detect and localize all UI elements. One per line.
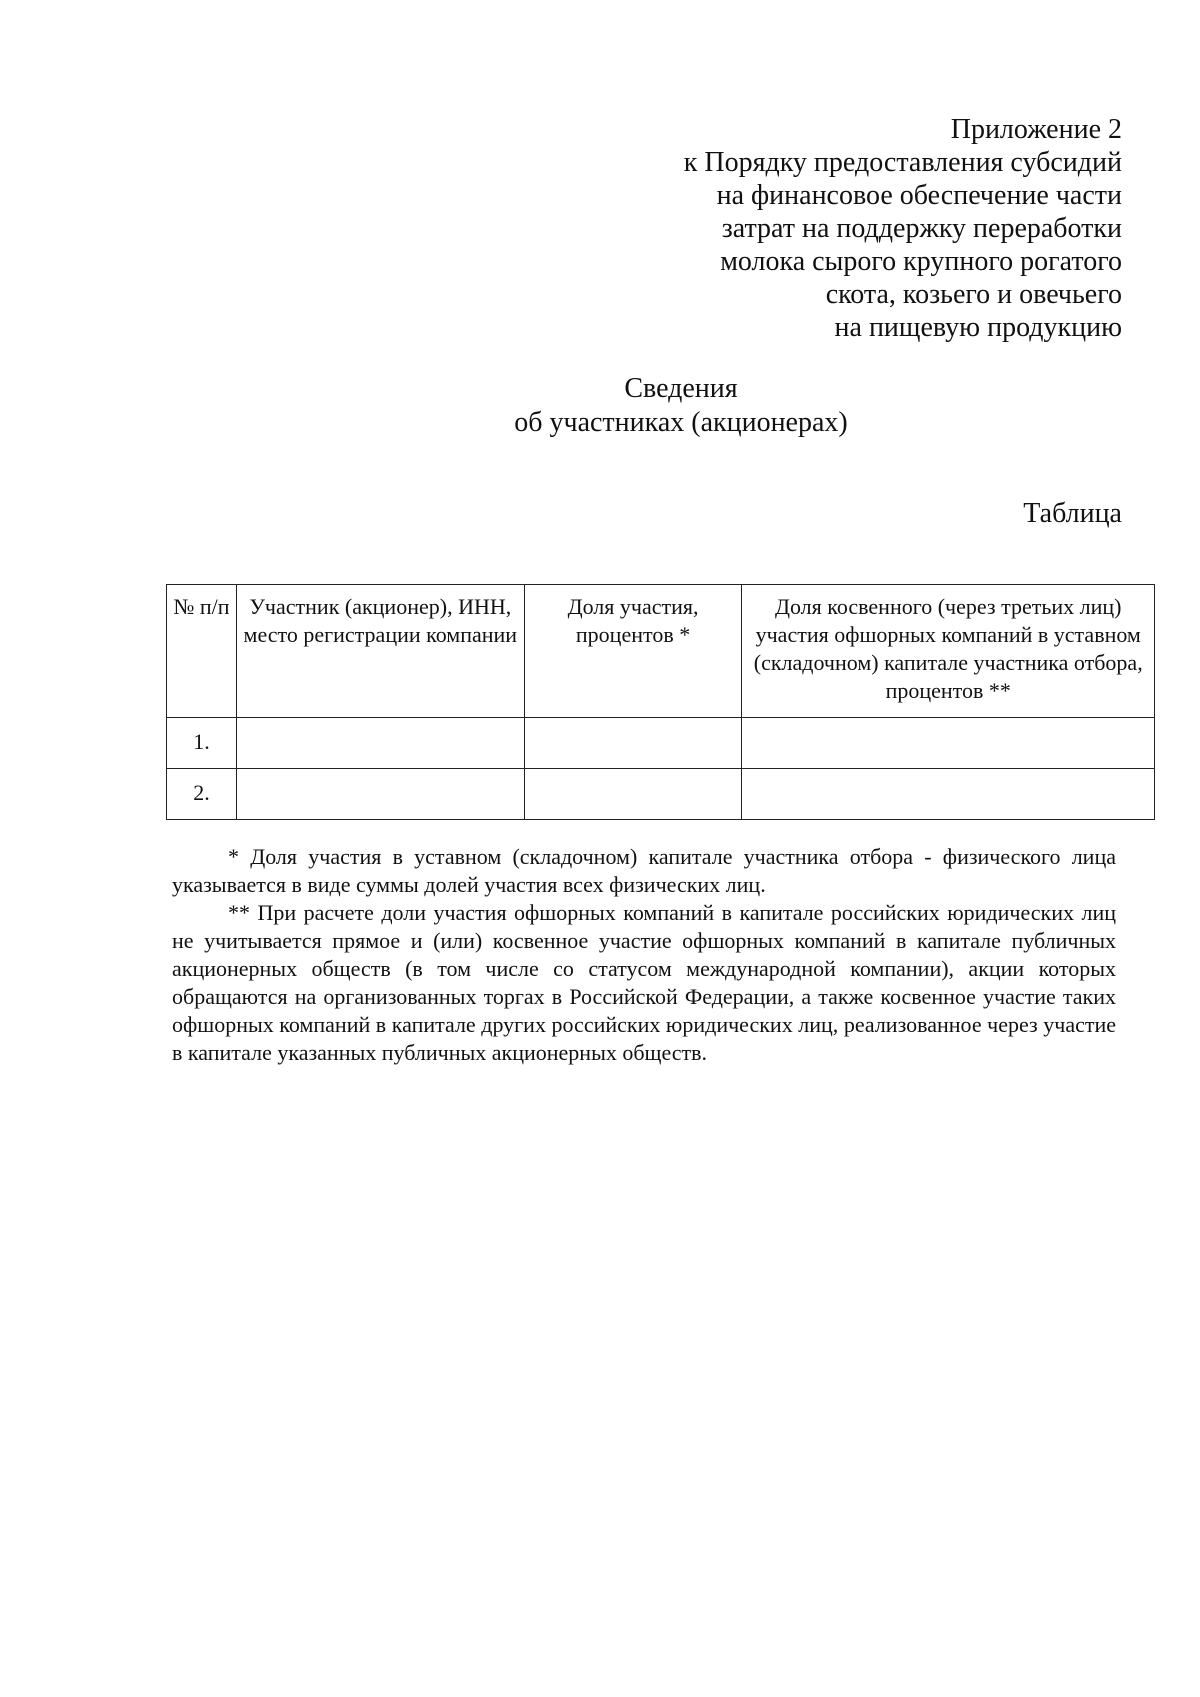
- offshore-share-cell: [742, 769, 1155, 820]
- participants-table: [166, 584, 1155, 820]
- appendix-line: скота, козьего и овечьего: [825, 279, 1122, 310]
- footnotes: [172, 843, 1116, 1067]
- header-participant: Участник (акционер), ИНН, место регистрации компании: [236, 585, 524, 718]
- participant-cell: [236, 718, 524, 769]
- participant-cell: [236, 769, 524, 820]
- share-cell: [524, 718, 742, 769]
- document-title: [0, 372, 1200, 440]
- footnote-2: ** При расчете доли участия офшорных компаний в капитале российских юридических лиц не учитывается прямое и (или) косвенное участие офшорных компаний в капитале публичных акционерных обществ (в том числе со статусом международной компании), акции которых обращаются на организованных торгах в Российской Федерации, а также косвенное участие таких офшорных компаний в капитале других российских юридических лиц, реализованное через участие в капитале указанных публичных акционерных обществ.: [172, 900, 1116, 1065]
- header-share: Доля участия, процентов *: [524, 585, 742, 718]
- table-header-row: [167, 585, 1155, 718]
- table-row: [167, 718, 1155, 769]
- appendix-heading: [684, 113, 1122, 344]
- share-cell: [524, 769, 742, 820]
- title-line-1: Сведения: [624, 373, 738, 404]
- row-number: 1.: [167, 718, 237, 769]
- appendix-line: на финансовое обеспечение части: [716, 180, 1122, 211]
- footnote-1: * Доля участия в уставном (складочном) капитале участника отбора - физического лица указывается в виде суммы долей участия всех физических лиц.: [172, 844, 1116, 897]
- row-number: 2.: [167, 769, 237, 820]
- appendix-line: к Порядку предоставления субсидий: [683, 147, 1122, 178]
- table-row: [167, 769, 1155, 820]
- appendix-line: на пищевую продукцию: [834, 312, 1122, 343]
- table-label: Таблица: [1023, 498, 1122, 529]
- appendix-line: молока сырого крупного рогатого: [720, 246, 1122, 277]
- title-line-2: об участниках (акционерах): [514, 407, 848, 438]
- header-offshore-share: Доля косвенного (через третьих лиц) участия офшорных компаний в уставном (складочном) капитале участника отбора, процентов **: [742, 585, 1155, 718]
- offshore-share-cell: [742, 718, 1155, 769]
- appendix-line: Приложение 2: [950, 114, 1122, 145]
- header-number: № п/п: [167, 585, 237, 718]
- appendix-line: затрат на поддержку переработки: [721, 213, 1122, 244]
